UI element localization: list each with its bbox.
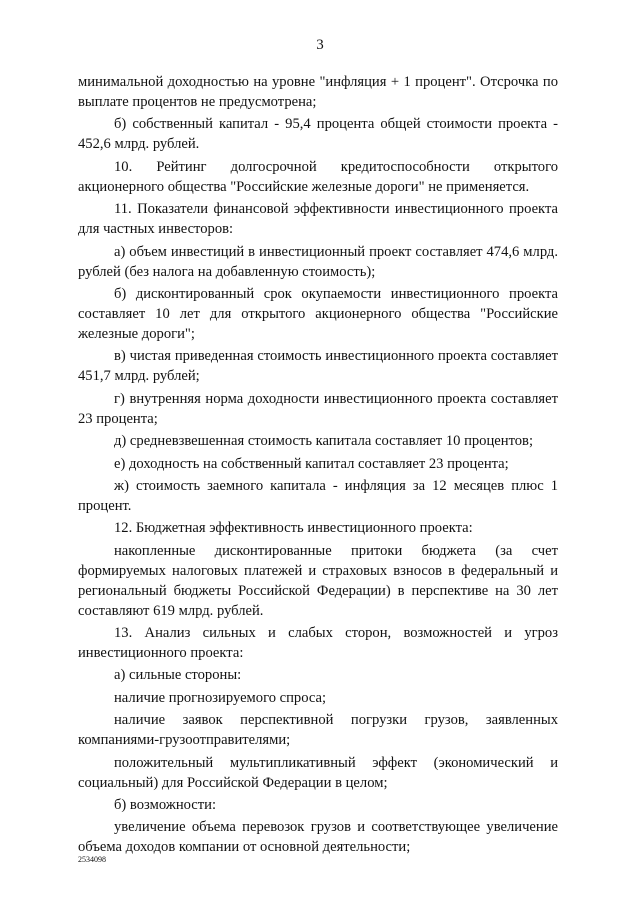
paragraph-payback-period: б) дисконтированный срок окупаемости инвестиционного проекта составляет 10 лет для открытого акционерного общества "Российские железные дороги"; (78, 285, 558, 342)
paragraph-roe: е) доходность на собственный капитал составляет 23 процента; (114, 455, 509, 472)
paragraph-swot-analysis: 13. Анализ сильных и слабых сторон, возможностей и угроз инвестиционного проекта: (78, 625, 558, 662)
paragraph-opportunities: б) возможности: (114, 797, 217, 814)
document-code: 2534098 (78, 855, 106, 864)
paragraph-demand: наличие прогнозируемого спроса; (114, 689, 327, 706)
paragraph-continuation: минимальной доходностью на уровне "инфляция + 1 процент". Отсрочка по выплате процентов не предусмотрена; (78, 74, 558, 110)
paragraph-budget-inflows: накопленные дисконтированные притоки бюджета (за счет формируемых налоговых платежей и страховых взносов в федеральный и региональный бюджеты Российской Федерации) в перспективе на 30 лет составляют 619 млрд. рублей. (78, 542, 558, 619)
page-number: 3 (316, 37, 324, 53)
paragraph-financial-indicators: 11. Показатели финансовой эффективности инвестиционного проекта для частных инвесторов: (78, 201, 558, 238)
paragraph-volume-growth: увеличение объема перевозок грузов и соответствующее увеличение объема доходов компании от основной деятельности; (78, 819, 558, 856)
paragraph-multiplier-effect: положительный мультипликативный эффект (экономический и социальный) для Российской Федерации в целом; (78, 754, 558, 791)
paragraph-wacc: д) средневзвешенная стоимость капитала составляет 10 процентов; (114, 433, 534, 450)
paragraph-rating: 10. Рейтинг долгосрочной кредитоспособности открытого акционерного общества "Российские железные дороги" не применяется. (78, 158, 558, 195)
paragraph-shipping-requests: наличие заявок перспективной погрузки грузов, заявленных компаниями-грузоотправителями; (78, 712, 558, 749)
paragraph-debt-cost: ж) стоимость заемного капитала - инфляция за 12 месяцев плюс 1 процент. (78, 477, 558, 514)
paragraph-budget-efficiency: 12. Бюджетная эффективность инвестиционного проекта: (114, 520, 473, 537)
paragraph-npv: в) чистая приведенная стоимость инвестиционного проекта составляет 451,7 млрд. рублей; (78, 348, 558, 385)
paragraph-own-capital: б) собственный капитал - 95,4 процента общей стоимости проекта - 452,6 млрд. рублей. (78, 116, 558, 153)
body-text (78, 72, 558, 860)
paragraph-irr: г) внутренняя норма доходности инвестиционного проекта составляет 23 процента; (78, 390, 558, 427)
paragraph-strengths: а) сильные стороны: (114, 667, 242, 684)
paragraph-investment-volume: а) объем инвестиций в инвестиционный проект составляет 474,6 млрд. рублей (без налога на добавленную стоимость); (78, 243, 558, 280)
